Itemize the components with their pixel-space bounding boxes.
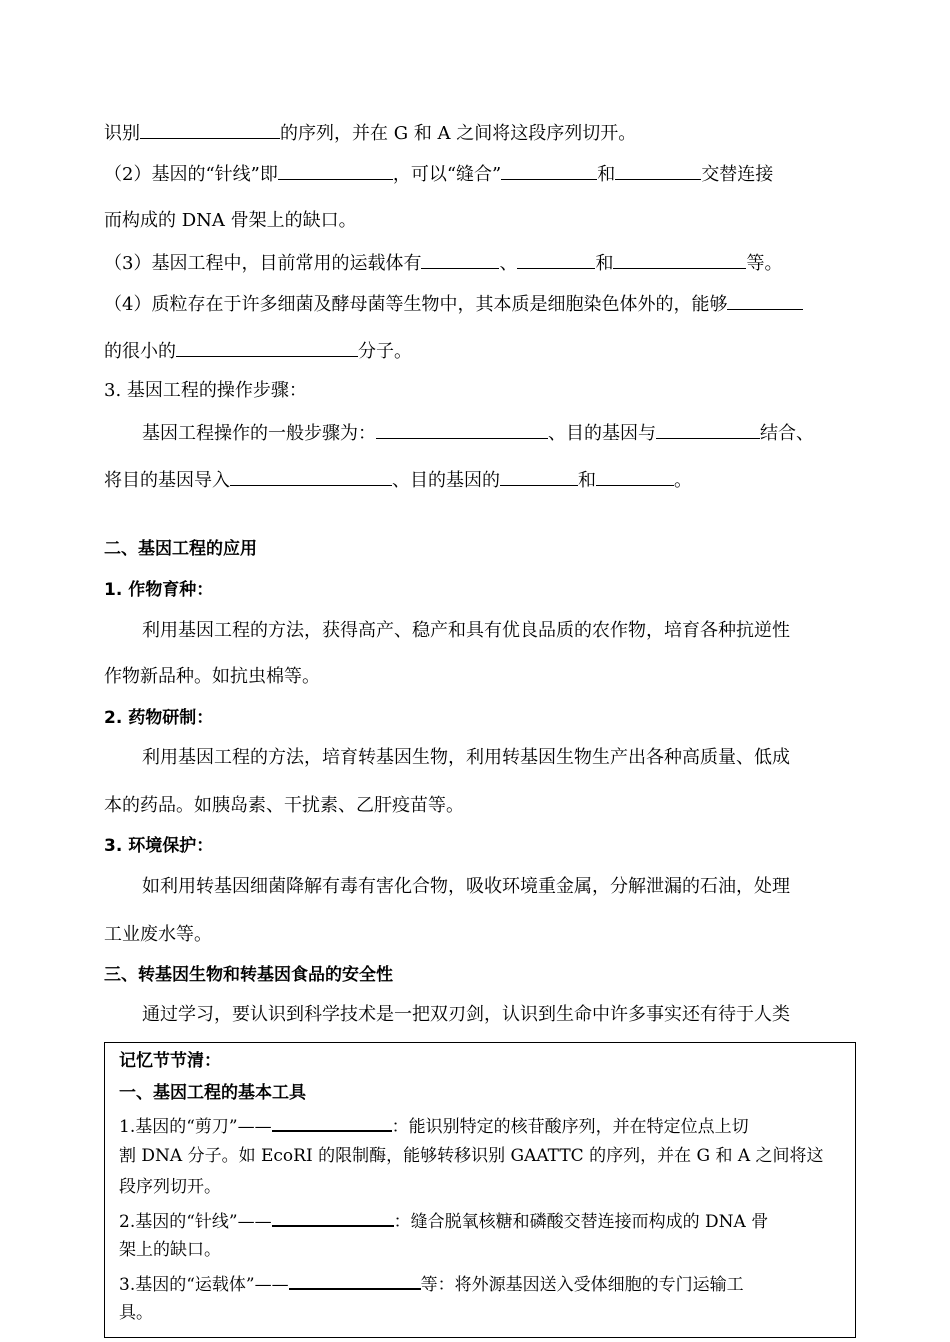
box-line: 具。 xyxy=(119,1303,153,1323)
text: 1.基因的“剪刀”—— xyxy=(119,1117,272,1137)
answer-blank[interactable] xyxy=(656,420,760,439)
memory-box xyxy=(104,1042,856,1338)
answer-blank[interactable] xyxy=(278,161,393,180)
box-line xyxy=(119,1207,768,1234)
answer-blank[interactable] xyxy=(501,161,597,180)
answer-blank[interactable] xyxy=(596,467,674,486)
subsection-title: 3. 环境保护： xyxy=(104,836,214,856)
text-line xyxy=(104,291,803,317)
text: 和 xyxy=(578,470,596,491)
box-line: 割 DNA 分子。如 EcoRI 的限制酶，能够转移识别 GAATTC 的序列，并在 G 和 A 之间将这 xyxy=(119,1146,824,1166)
text: （3）基因工程中，目前常用的运载体有 xyxy=(104,253,422,274)
section-heading: 三、转基因生物和转基因食品的安全性 xyxy=(104,965,393,985)
text: 等。 xyxy=(746,253,783,274)
paragraph-line: 如利用转基因细菌降解有毒有害化合物，吸收环境重金属，分解泄漏的石油，处理 xyxy=(142,876,790,897)
answer-blank[interactable] xyxy=(615,161,701,180)
text: 交替连接 xyxy=(701,164,774,185)
answer-blank[interactable] xyxy=(421,250,499,269)
subsection-title: 1. 作物育种： xyxy=(104,580,214,600)
box-line: 段序列切开。 xyxy=(119,1177,221,1197)
paragraph-line: 利用基因工程的方法，获得高产、稳产和具有优良品质的农作物，培育各种抗逆性 xyxy=(142,620,790,641)
paragraph-line: 作物新品种。如抗虫棉等。 xyxy=(104,666,320,687)
text-line xyxy=(104,120,636,146)
text: ：能识别特定的核苷酸序列，并在特定位点上切 xyxy=(391,1117,749,1137)
box-line xyxy=(119,1112,749,1139)
answer-blank[interactable] xyxy=(289,1270,421,1290)
answer-blank[interactable] xyxy=(613,250,746,269)
answer-blank[interactable] xyxy=(376,420,548,439)
text: 、目的基因的 xyxy=(392,470,500,491)
text: （2）基因的“针线”即 xyxy=(104,164,278,185)
answer-blank[interactable] xyxy=(500,467,578,486)
text-line xyxy=(104,338,412,364)
answer-blank[interactable] xyxy=(230,467,392,486)
answer-blank[interactable] xyxy=(727,291,803,310)
text: 和 xyxy=(597,164,616,185)
text-line xyxy=(104,161,773,187)
section-heading: 二、基因工程的应用 xyxy=(104,539,257,559)
text: ：缝合脱氧核糖和磷酸交替连接而构成的 DNA 骨 xyxy=(393,1212,769,1232)
paragraph-line: 利用基因工程的方法，培育转基因生物，利用转基因生物生产出各种高质量、低成 xyxy=(142,747,790,768)
text: （4）质粒存在于许多细菌及酵母菌等生物中，其本质是细胞染色体外的，能够 xyxy=(104,294,728,315)
text: 。 xyxy=(674,470,692,491)
subsection-title: 2. 药物研制： xyxy=(104,708,214,728)
text: 分子。 xyxy=(358,341,412,362)
box-heading: 一、基因工程的基本工具 xyxy=(119,1083,306,1103)
answer-blank[interactable] xyxy=(140,120,280,139)
text-line xyxy=(104,250,782,276)
text: 、 xyxy=(499,253,518,274)
paragraph-line: 工业废水等。 xyxy=(104,924,212,945)
answer-blank[interactable] xyxy=(272,1112,392,1132)
paragraph-line: 通过学习，要认识到科学技术是一把双刃剑，认识到生命中许多事实还有待于人类 xyxy=(142,1004,790,1025)
text: 、目的基因与 xyxy=(548,423,656,444)
box-title: 记忆节节清： xyxy=(119,1051,221,1071)
text-line: 而构成的 DNA 骨架上的缺口。 xyxy=(104,210,357,231)
text: 结合、 xyxy=(760,423,814,444)
text: 的序列，并在 G 和 A 之间将这段序列切开。 xyxy=(280,123,637,144)
text: 3.基因的“运载体”—— xyxy=(119,1275,289,1295)
text: 和 xyxy=(595,253,614,274)
text: 2.基因的“针线”—— xyxy=(119,1212,272,1232)
step-heading: 3. 基因工程的操作步骤： xyxy=(104,380,307,401)
text: ，可以“缝合” xyxy=(392,164,502,185)
answer-blank[interactable] xyxy=(176,338,358,357)
answer-blank[interactable] xyxy=(517,250,595,269)
text: 基因工程操作的一般步骤为： xyxy=(142,423,376,444)
box-line xyxy=(119,1270,744,1297)
paragraph-line: 本的药品。如胰岛素、干扰素、乙肝疫苗等。 xyxy=(104,795,464,816)
text-line xyxy=(142,420,814,446)
text: 识别 xyxy=(104,123,140,144)
text: 将目的基因导入 xyxy=(104,470,230,491)
answer-blank[interactable] xyxy=(272,1207,394,1227)
text-line xyxy=(104,467,692,493)
text: 等：将外源基因送入受体细胞的专门运输工 xyxy=(420,1275,744,1295)
text: 的很小的 xyxy=(104,341,176,362)
box-line: 架上的缺口。 xyxy=(119,1240,221,1260)
